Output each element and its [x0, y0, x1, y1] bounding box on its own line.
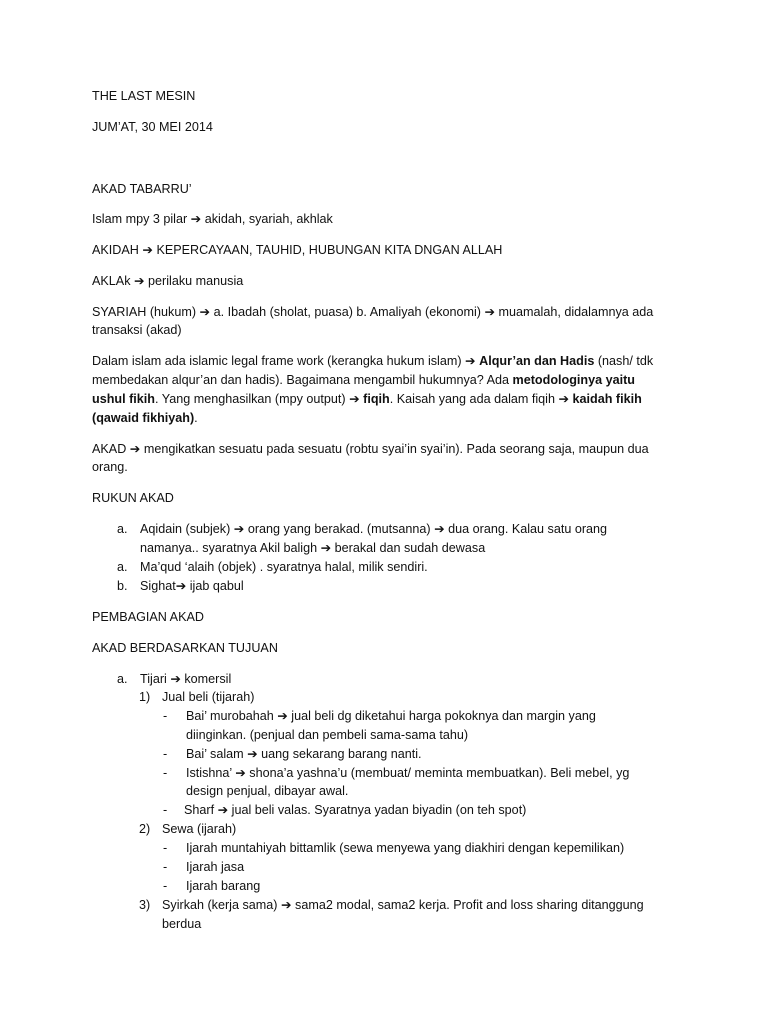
line-tijari: Tijari ➔ komersil: [140, 672, 232, 686]
text-bold: (qawaid fikhiyah): [92, 411, 195, 425]
text-run: .: [194, 411, 198, 425]
jual-beli-item-2: Bai’ salam ➔ uang sekarang barang nanti.: [186, 747, 422, 761]
doc-date: JUM’AT, 30 MEI 2014: [92, 120, 213, 134]
heading-akad-tujuan: AKAD BERDASARKAN TUJUAN: [92, 641, 278, 655]
line-syariah-1: SYARIAH (hukum) ➔ a. Ibadah (sholat, puasa) b. Amaliyah (ekonomi) ➔ muamalah, didalamnya ada: [92, 305, 654, 319]
list-marker: 1): [139, 690, 151, 704]
jual-beli-item-1-line-2: diinginkan. (penjual dan pembeli sama-sama tahu): [186, 728, 469, 742]
sewa-item-1: Ijarah muntahiyah bittamlik (sewa menyewa yang diakhiri dengan kepemilikan): [186, 841, 625, 855]
line-legal-4: [92, 410, 198, 426]
group-syirkah-line-2: berdua: [162, 917, 202, 931]
line-legal-3: [92, 391, 642, 407]
line-akidah: AKIDAH ➔ KEPERCAYAAN, TAUHID, HUBUNGAN KITA DNGAN ALLAH: [92, 243, 503, 257]
list-marker: -: [163, 709, 168, 723]
group-jual-beli: Jual beli (tijarah): [162, 690, 255, 704]
list-marker: -: [163, 747, 168, 761]
text-bold: ushul fikih: [92, 392, 155, 406]
line-aklak: AKLAk ➔ perilaku manusia: [92, 274, 244, 288]
list-marker: a.: [117, 522, 128, 536]
list-marker: -: [163, 841, 168, 855]
list-marker: a.: [117, 672, 128, 686]
heading-akad-tabarru: AKAD TABARRU’: [92, 182, 192, 196]
list-marker: -: [163, 803, 168, 817]
list-marker: -: [163, 766, 168, 780]
line-akad-2: orang.: [92, 460, 128, 474]
sewa-item-2: Ijarah jasa: [186, 860, 245, 874]
group-syirkah-line-1: Syirkah (kerja sama) ➔ sama2 modal, sama2 kerja. Profit and loss sharing ditanggung: [162, 898, 644, 912]
sewa-item-3: Ijarah barang: [186, 879, 261, 893]
jual-beli-item-4: Sharf ➔ jual beli valas. Syaratnya yadan biyadin (on teh spot): [184, 803, 527, 817]
list-marker: 2): [139, 822, 151, 836]
list-marker: b.: [117, 579, 128, 593]
rukun-item-1-line-2: namanya.. syaratnya Akil baligh ➔ berakal dan sudah dewasa: [140, 541, 486, 555]
jual-beli-item-3-line-1: Istishna’ ➔ shona’a yashna’u (membuat/ meminta membuatkan). Beli mebel, yg: [186, 766, 630, 780]
group-sewa: Sewa (ijarah): [162, 822, 237, 836]
heading-rukun-akad: RUKUN AKAD: [92, 491, 174, 505]
line-akad-1: AKAD ➔ mengikatkan sesuatu pada sesuatu (robtu syai’in syai’in). Pada seorang saja, maupun dua: [92, 442, 649, 456]
text-bold: kaidah fikih: [572, 392, 642, 406]
list-marker: a.: [117, 560, 128, 574]
rukun-item-3: Sighat➔ ijab qabul: [140, 579, 244, 593]
line-legal-2: [92, 372, 635, 388]
text-run: . Kaisah yang ada dalam fiqih ➔: [389, 392, 573, 406]
doc-title: THE LAST MESIN: [92, 89, 196, 103]
list-marker: 3): [139, 898, 151, 912]
line-legal-1: [92, 353, 653, 369]
text-bold: metodologinya yaitu: [512, 373, 635, 387]
heading-pembagian-akad: PEMBAGIAN AKAD: [92, 610, 204, 624]
jual-beli-item-3-line-2: design penjual, dibayar awal.: [186, 784, 349, 798]
list-marker: -: [163, 879, 168, 893]
text-run: (nash/ tdk: [594, 354, 654, 368]
line-pilar: Islam mpy 3 pilar ➔ akidah, syariah, akhlak: [92, 212, 333, 226]
jual-beli-item-1-line-1: Bai’ murobahah ➔ jual beli dg diketahui harga pokoknya dan margin yang: [186, 709, 596, 723]
text-run: membedakan alqur’an dan hadis). Bagaimana mengambil hukumnya? Ada: [92, 373, 513, 387]
text-run: Dalam islam ada islamic legal frame work (kerangka hukum islam) ➔: [92, 354, 480, 368]
line-syariah-2: transaksi (akad): [92, 323, 182, 337]
text-bold: fiqih: [363, 392, 390, 406]
text-bold: Alqur’an dan Hadis: [479, 354, 595, 368]
rukun-item-1-line-1: Aqidain (subjek) ➔ orang yang berakad. (mutsanna) ➔ dua orang. Kalau satu orang: [140, 522, 608, 536]
text-run: . Yang menghasilkan (mpy output) ➔: [154, 392, 364, 406]
rukun-item-2: Ma’qud ‘alaih (objek) . syaratnya halal, milik sendiri.: [140, 560, 428, 574]
list-marker: -: [163, 860, 168, 874]
